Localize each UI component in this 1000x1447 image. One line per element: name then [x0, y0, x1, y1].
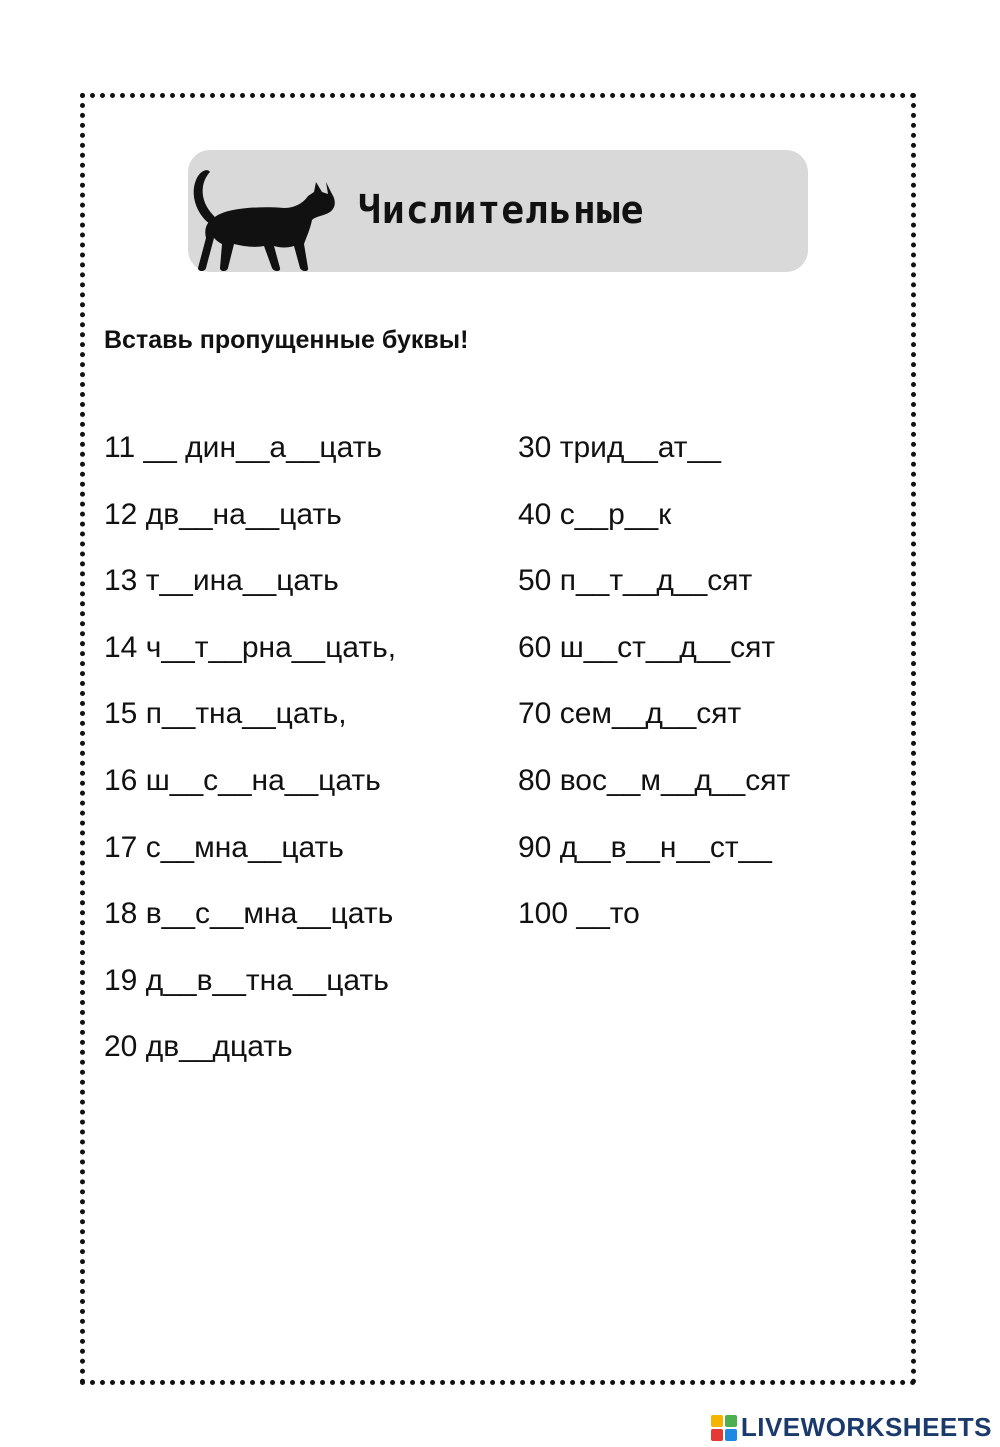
cat-icon [188, 164, 338, 276]
logo-text: LIVEWORKSHEETS [740, 1412, 992, 1442]
exercise-item: 20 дв__дцать [104, 1030, 293, 1064]
page-title: Числительные [358, 188, 645, 232]
right-exercise-column [518, 428, 790, 961]
liveworksheets-logo-icon [711, 1415, 737, 1441]
exercise-item: 12 дв__на__цать [104, 497, 342, 531]
instruction-text: Вставь пропущенные буквы! [104, 326, 469, 354]
exercise-item: 13 т__ина__цать [104, 564, 339, 598]
exercise-item: 16 ш__с__на__цать [104, 763, 381, 797]
exercise-item: 19 д__в__тна__цать [104, 963, 389, 997]
liveworksheets-logo[interactable] [711, 1412, 992, 1443]
exercise-item: 14 ч__т__рна__цать, [104, 630, 397, 664]
exercise-item: 100 __то [518, 897, 640, 931]
exercise-item: 17 с__мна__цать [104, 830, 344, 864]
exercise-item: 11 __ дин__а__цать [104, 431, 383, 464]
exercise-item: 50 п__т__д__сят [518, 564, 753, 598]
exercise-item: 18 в__с__мна__цать [104, 897, 394, 931]
exercise-item: 30 трид__ат__ [518, 431, 721, 464]
exercise-item: 70 сем__д__сят [518, 697, 742, 731]
exercise-item: 80 вос__м__д__сят [518, 763, 791, 797]
exercise-item: 15 п__тна__цать, [104, 697, 347, 731]
exercise-item: 60 ш__ст__д__сят [518, 630, 776, 664]
exercise-item: 90 д__в__н__ст__ [518, 830, 772, 864]
exercise-item: 40 с__р__к [518, 497, 672, 531]
title-banner [188, 150, 808, 272]
left-exercise-column [104, 428, 396, 1094]
